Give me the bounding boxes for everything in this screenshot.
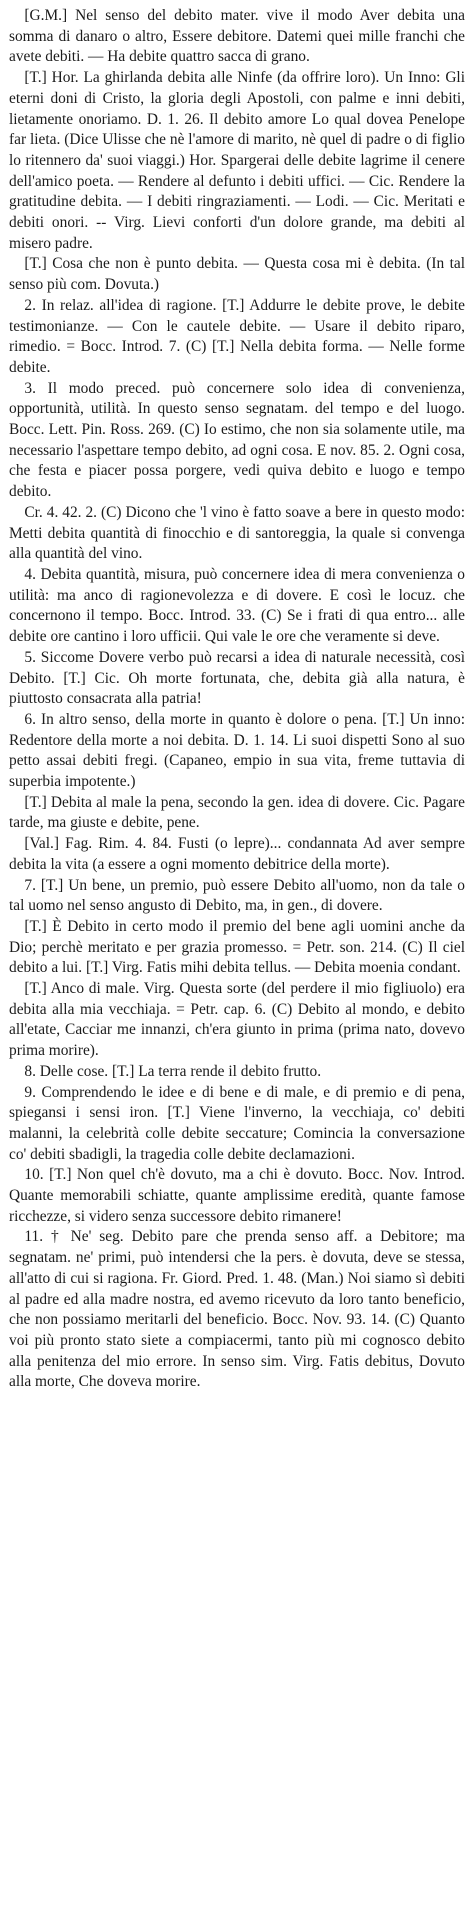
entry-paragraph: 3. Il modo preced. può concernere solo idea di convenienza, opportunità, utilità. In questo senso segnatam. del tempo e del luogo. Bocc. Lett. Pin. Ross. 269. (C) Io estimo, che non sia solamente utile, ma necessario l'aspettare tempo debito, ad ogni cosa. E nov. 85. 2. Ogni cosa, che festa e piacer possa porgere, vedi quiva debito e luogo e tempo debito. [9, 379, 465, 501]
entry-paragraph: [T.] È Debito in certo modo il premio del bene agli uomini anche da Dio; perchè meritato e per grazia promesso. = Petr. son. 214. (C) Il ciel debito a lui. [T.] Virg. Fatis mihi debita tellus. — Debita moenia condant. [9, 917, 465, 977]
entry-paragraph: [T.] Cosa che non è punto debita. — Questa cosa mi è debita. (In tal senso più com. Dovuta.) [9, 255, 465, 294]
entry-paragraph: 2. In relaz. all'idea di ragione. [T.] Addurre le debite prove, le debite testimonianze. — Con le cautele debite. — Usare il debito riparo, rimedio. = Bocc. Introd. 7. (C) [T.] Nella debita forma. — Nelle forme debite. [9, 296, 465, 376]
entry-paragraph: [G.M.] Nel senso del debito mater. vive il modo Aver debita una somma di danaro o altro, Essere debitore. Datemi quei mille franchi che avete debiti. — Ha debite quattro sacca di grano. [9, 7, 465, 66]
entry-paragraph: 5. Siccome Dovere verbo può recarsi a idea di naturale necessità, così Debito. [T.] Cic. Oh morte fortunata, che, debita già alla natura, è piuttosto consacrata alla patria! [9, 648, 465, 708]
entry-paragraph: 8. Delle cose. [T.] La terra rende il debito frutto. [9, 1062, 322, 1080]
entry-paragraph: [T.] Hor. La ghirlanda debita alle Ninfe (da offrire loro). Un Inno: Gli eterni doni di Cristo, la gloria degli Apostoli, con palme e inni debiti, lietamente onoriamo. D. 1. 26. Il debito amore Lo qual dovea Penelope far lieta. (Dice Ulisse che nè l'amore di marito, nè quel di padre o di figlio lo ritennero da' suoi viaggi.) Hor. Spargerai delle debite lagrime il cenere dell'amico poeta. — Rendere al defunto i debiti uffici. — Cic. Rendere la gratitudine debita. — I debiti ringraziamenti. — Lodi. — Cic. Meritati e debiti onori. -- Virg. Lievi conforti d'un dolore grande, ma debiti al misero padre. [9, 69, 465, 252]
entry-paragraph: [T.] Anco di male. Virg. Questa sorte (del perdere il mio figliuolo) era debita alla mia vecchiaja. = Petr. cap. 6. (C) Debito al mondo, e debito all'etate, Cacciar me innanzi, ch'era giunto in prima (prima nato, dovevo prima morire). [9, 980, 465, 1060]
entry-paragraph: [Val.] Fag. Rim. 4. 84. Fusti (o lepre)... condannata Ad aver sempre debita la vita (a essere a ogni momento debitrice della morte). [9, 835, 465, 873]
entry-paragraph: [T.] Debita al male la pena, secondo la gen. idea di dovere. Cic. Pagare tarde, ma giuste e debite, pene. [9, 793, 465, 832]
entry-paragraph: 6. In altro senso, della morte in quanto è dolore o pena. [T.] Un inno: Redentore della morte a noi debita. D. 1. 14. Li suoi dispetti Sono al suo petto assai debiti fregi. (Capaneo, empio in sua vita, freme tuttavia di superbia impotente.) [9, 710, 465, 791]
entry-paragraph: 7. [T.] Un bene, un premio, può essere Debito all'uomo, non da tale o tal uomo nel senso angusto di Debito, ma, in gen., di dovere. [9, 876, 465, 915]
entry-paragraph: 10. [T.] Non quel ch'è dovuto, ma a chi è dovuto. Bocc. Nov. Introd. Quante memorabili schiatte, quante amplissime eredità, quante famose ricchezze, si videro senza successore debito rimanere! [9, 1166, 465, 1225]
entry-paragraph: Cr. 4. 42. 2. (C) Dicono che 'l vino è fatto soave a bere in questo modo: Metti debita quantità di finocchio e di santoreggia, la quale si convenga alla quantità del vino. [9, 503, 465, 563]
entry-paragraph: 9. Comprendendo le idee e di bene e di male, e di premio e di pena, spiegansi i sensi iron. [T.] Viene l'inverno, la vecchiaja, co' debiti malanni, la celebrità colle debite seccature; Comincia la conversazione co' debiti sbadigli, la tragedia colle debite declamazioni. [9, 1083, 465, 1163]
entry-paragraph: 4. Debita quantità, misura, può concernere idea di mera convenienza o utilità: ma anco di ragionevolezza e di dovere. E così le locuz. che concernono il tempo. Bocc. Introd. 33. (C) Se i frati di qua entro... alle debite ore cantino i loro ufficii. Qui vale le ore che veramente si deve. [9, 565, 465, 646]
entry-paragraph: 11. † Ne' seg. Debito pare che prenda senso aff. a Debitore; ma segnatam. ne' primi, può intendersi che la pers. è dovuta, deve se stessa, all'atto di cui si ragiona. Fr. Giord. Pred. 1. 48. (Man.) Noi siamo sì debiti al padre ed alla madre nostra, ed avemo ricevuto da loro tanto beneficio, che non possiamo meritarli del beneficio. Bocc. Nov. 93. 14. (C) Quanto voi più pronto stato siete a compiacermi, tanto più mi cognosco debito alla penitenza del mio errore. In senso sim. Virg. Fatis debitus, Dovuto alla morte, Che doveva morire. [9, 1228, 465, 1391]
